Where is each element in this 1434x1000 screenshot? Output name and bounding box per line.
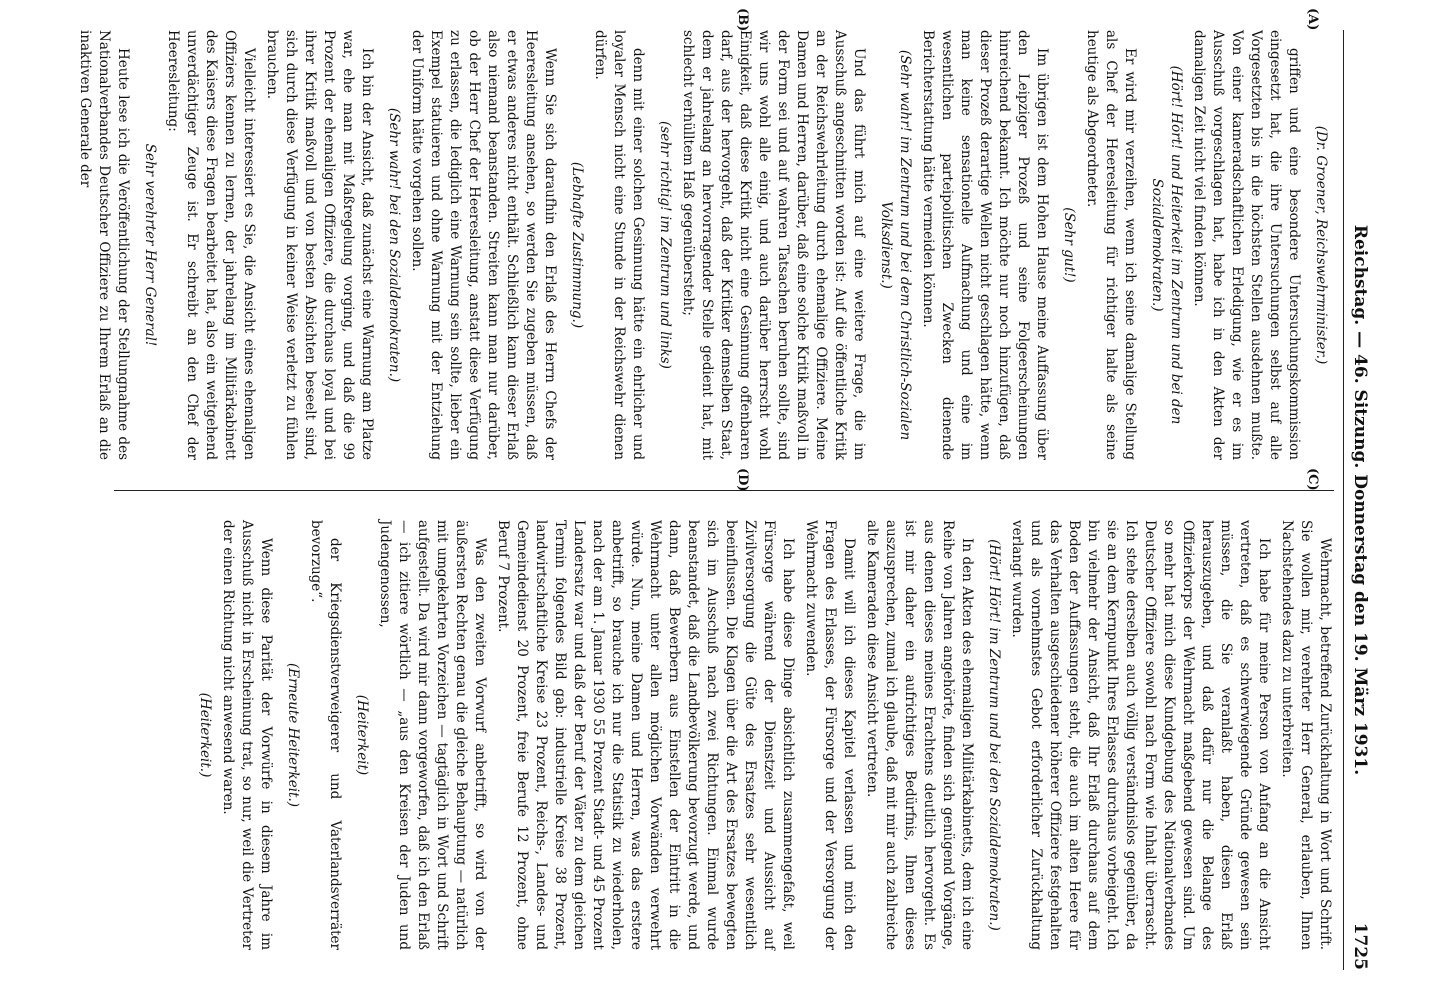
right-column (187, 520, 1334, 950)
header-title: Reichstag. — 46. Sitzung. Donnerstag den 19. März 1931. (1350, 224, 1370, 776)
margin-mark-d: (D) (735, 468, 750, 492)
margin-mark-c: (C) (1305, 468, 1320, 491)
paragraph: griffen und eine besondere Untersuchungskommission eingesetzt hat, die ihre Untersuchungen selbst auf alle Vorgesetzten bis in die höchsten Stellen ausdehnen mußte. Von einer kameradschaftlichen Erledigung, wie er es im Ausschuß vorgeschlagen hat, habe ich in den Akten der damaligen Zeit nicht viel finden können. (1191, 30, 1302, 460)
margin-mark-a: (A) (1305, 8, 1320, 31)
paragraph: Ich habe diese Dinge absichtlich zusammengefaßt, weil Fürsorge während der Dienstzeit und Aussicht auf Zivilversorgung die Güte des Ersatzes sehr wesentlich beeinflussen. Die Klagen über die Art des Ersatzes bewegten sich im Ausschuß nach zwei Richtungen. Einmal wurde beanstandet, daß die Landbevölkerung bevorzugt werde, und dann, daß Bewerbern aus Einstellen der Eintritt in die Wehrmacht unter allen möglichen Vorwänden verwehrt würde. Nun, meine Damen und Herren, was das erstere anbetrifft, so brauche ich nur die Statistik zu wiederholen, nach der am 1. Januar 1930 55 Prozent Stadt- und 45 Prozent Landersatz war und daß der Beruf der Väter zu dem gleichen Termin folgendes Bild gab: industrielle Kreise 38 Prozent, landwirtschaftliche Kreise 23 Prozent, Reichs-, Landes- und Gemeindedienst 20 Prozent, freie Berufe 12 Prozent, ohne Beruf 7 Prozent. (495, 520, 796, 950)
page-header (1343, 30, 1372, 970)
interjection: (Sehr wahr! bei den Sozialdemokraten.) (386, 107, 402, 383)
paragraph: Heute lese ich die Veröffentlichung der Stellungnahme des Nationalverbandes Deutscher Offiziere zu Ihrem Erlaß an die inaktiven Generale der (77, 30, 131, 460)
paragraph: der Kriegsdienstverweigerer und Vaterlandsverräter bevorzuge“. (308, 520, 343, 950)
interjection: Sehr verehrter Herr General! (142, 143, 158, 347)
interjection: (Heiterkeit.) (197, 692, 213, 778)
interjection: (Sehr wahr! im Zentrum und bei dem Christlich-Sozialen Volksdienst.) (878, 49, 913, 441)
paragraph: Er wird mir verzeihen, wenn ich seine damalige Stellung als Chef der Heeresleitung für richtiger halte als seine heutige als Abgeordneter. (1084, 30, 1138, 460)
margin-mark-b: (B) (735, 8, 750, 32)
paragraph: In den Akten des ehemaligen Militärkabinetts, dem ich eine Reihe von Jahren angehörte, finden sich genügend Vorgänge, aus denen dieses meines Erachtens deutlich hervorgeht. Es ist mir daher ein aufrichtiges Bedürfnis, Ihnen dieses auszusprechen, zumal ich glaube, daß mit mir auch zahlreiche alte Kameraden diese Ansicht vertreten. (864, 520, 975, 950)
paragraph: Wenn Sie sich daraufhin den Erlaß des Herrn Chefs der Heeresleitung ansehen, so werden Sie zugeben müssen, daß er etwas anderes nicht enthält. Schließlich kann dieser Erlaß also niemand beanstanden. Streiten kann man nur darüber, ob der Herr Chef der Heeresleitung, anstatt diese Verfügung zu erlassen, die lediglich eine Warnung sein sollte, lieber ein Exempel statuieren und ohne Warnung mit der Entziehung der Uniform hätte vorgehen sollen. (409, 30, 558, 460)
interjection: (Erneute Heiterkeit.) (285, 662, 301, 808)
paragraph: (Dr. Groener, Reichswehrminister.) (1313, 125, 1329, 365)
interjection: (Sehr gut!) (1061, 207, 1077, 283)
paragraph: Vielleicht interessiert es Sie, die Ansicht eines ehemaligen Offiziers kennen zu lernen, der jahrelang im Militärkabinett des Kaisers diese Fragen bearbeitet hat, also ein weitgehend unverdächtiger Zeuge ist. Er schreibt an den Chef der Heeresleitung: (165, 30, 257, 460)
document-page (10, 0, 1390, 1000)
paragraph: Ich bin der Ansicht, daß zunächst eine Warnung am Platze war, ehe man mit Maßregelung vorging, und daß die 99 Prozent der ehemaligen Offiziere, die durchaus loyal und bei ihrer Kritik maßvoll und von besten Absichten beseelt sind, sich durch diese Verfügung in keiner Weise verletzt zu fühlen brauchen. (264, 30, 375, 460)
page-number: 1725 (1350, 922, 1370, 970)
column-divider (114, 490, 1334, 491)
interjection: (Hört! Hört! und Heiterkeit im Zentrum und bei den Sozialdemokraten.) (1149, 65, 1184, 425)
paragraph: Wehrmacht, betreffend Zurückhaltung in Wort und Schrift. Sie wollen mir, verehrter Herr General, erlauben, Ihnen Nachstehendes dazu zu unterbreiten. (1279, 520, 1333, 950)
paragraph: Im übrigen ist dem Hohen Hause meine Auffassung über den Leipziger Prozeß und seine Folgeerscheinungen hinreichend bekannt. Ich möchte nur noch hinzufügen, daß dieser Prozeß derartige Wellen nicht geschlagen hätte, wenn man keine sensationelle Aufmachung und eine im wesentlichen parteipolitischen Zwecken dienende Berichterstattung hätte vermeiden können. (920, 30, 1050, 460)
paragraph: Wenn diese Parität der Vorwürfe in diesem Jahre im Ausschuß nicht in Erscheinung trat, so nur, weil die Vertreter der einen Richtung nicht anwesend waren. (220, 520, 274, 950)
interjection: (Heiterkeit) (354, 694, 370, 776)
paragraph: denn mit einer solchen Gesinnung hätte ein ehrlicher und loyaler Mensch nicht eine Stunde in der Reichswehr dienen dürfen. (592, 30, 646, 460)
paragraph: Und das führt mich auf eine weitere Frage, die im Ausschuß angeschnitten worden ist: Auf die öffentliche Kritik an der Reichswehrleitung durch ehemalige Offiziere. Meine Damen und Herren, darüber, daß eine solche Kritik maßvoll in der Form sei und auf wahren Tatsachen beruhen sollte, sind wir uns wohl alle einig, und auch darüber herrscht wohl Einigkeit, daß diese Kritik nicht eine Gesinnung offenbaren darf, aus der hervorgeht, daß der Kritiker demselben Staat, dem er jahrelang an hervorragender Stelle gedient hat, mit schlecht verhülltem Haß gegenübersteht; (680, 30, 867, 460)
paragraph: Was den zweiten Vorwurf anbetrifft, so wird von der äußersten Rechten genau die gleiche Behauptung — natürlich mit umgekehrten Vorzeichen — tagtäglich in Wort und Schrift aufgestellt. Da wird mir dann vorgeworfen, daß ich den Erlaß — ich zitiere wörtlich — „aus den Kreisen der Juden und Judengenossen, (377, 520, 488, 950)
paragraph: Damit will ich dieses Kapitel verlassen und mich den Fragen des Erlasses, der Fürsorge und der Versorgung der Wehrmacht zuwenden. (803, 520, 857, 950)
interjection: (Lebhafte Zustimmung.) (569, 161, 585, 329)
paragraph: Ich habe für meine Person von Anfang an die Ansicht vertreten, daß es schwerwiegende Gründe gewesen sein müssen, die Sie veranlaßt haben, diesen Erlaß herauszugeben, und daß dafür nur die Belange des Offizierkorps der Wehrmacht maßgebend gewesen sind. Um so mehr hat mich diese Kundgebung des Nationalverbandes Deutscher Offiziere sowohl nach Form wie Inhalt überrascht. Ich stehe derselben auch völlig verständnislos gegenüber, da sie an dem Kernpunkt Ihres Erlasses durchaus vorbeigeht. Ich bin vielmehr der Ansicht, daß Ihr Erlaß durchaus auf dem Boden der Auffassungen steht, die auch im alten Heere für das Verhalten ausgeschiedener höherer Offiziere festgehalten und als vornehmstes Gebot erforderlicher Zurückhaltung verlangt wurden. (1009, 520, 1272, 950)
interjection: (Hört! Hört! im Zentrum und bei den Sozialdemokraten.) (986, 539, 1002, 931)
left-column (71, 30, 1334, 460)
interjection: (sehr richtig! im Zentrum und links) (657, 121, 673, 369)
